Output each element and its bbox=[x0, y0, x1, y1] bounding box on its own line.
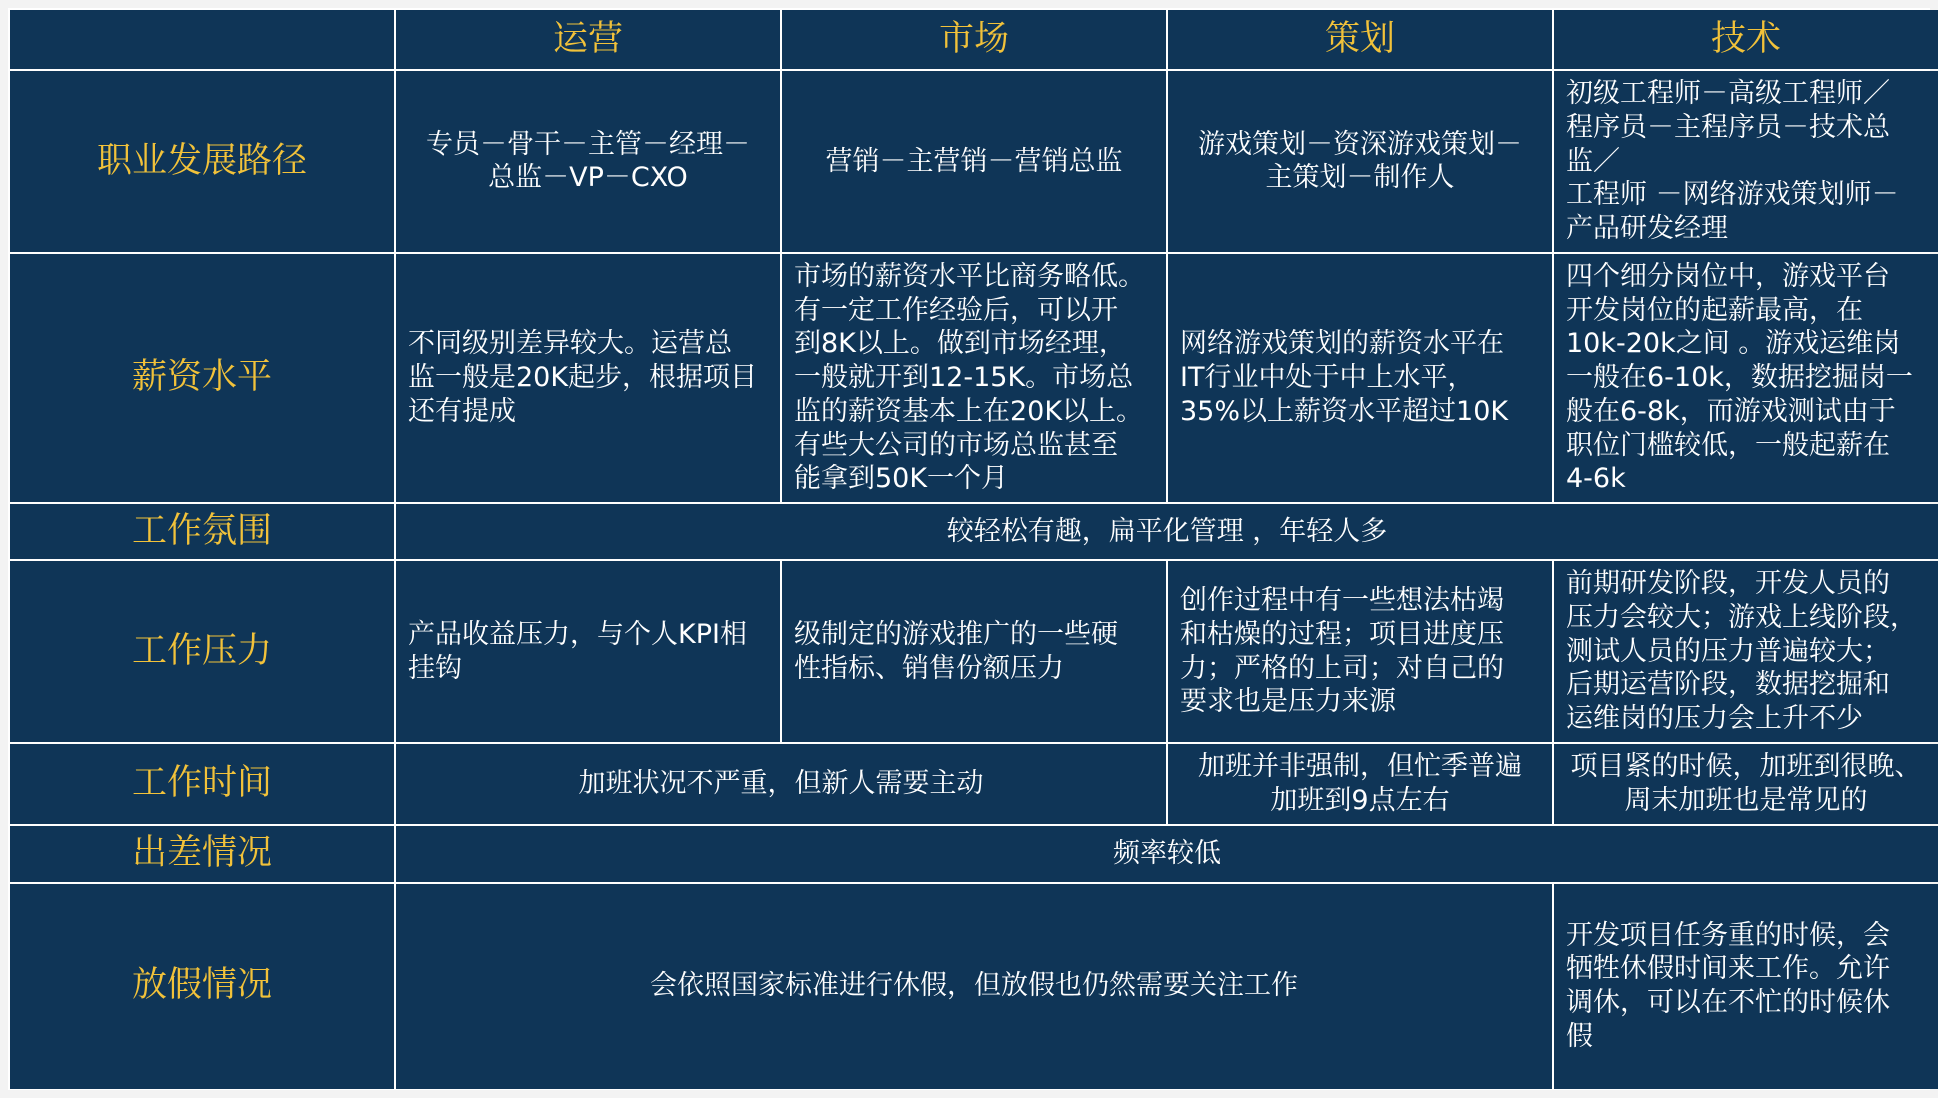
header-row bbox=[10, 10, 1938, 69]
cell-atmosphere-all: 较轻松有趣，扁平化管理 ，年轻人多 bbox=[396, 504, 1938, 559]
row-header-worktime: 工作时间 bbox=[10, 744, 394, 824]
row-header-career-path: 职业发展路径 bbox=[10, 71, 394, 252]
row-header-salary: 薪资水平 bbox=[10, 254, 394, 502]
cell-salary-plan: 网络游戏策划的薪资水平在 IT行业中处于中上水平， 35%以上薪资水平超过10K bbox=[1168, 254, 1552, 502]
row-worktime bbox=[10, 744, 1938, 824]
cell-career-tech: 初级工程师－高级工程师／ 程序员－主程序员－技术总 监／ 工程师 －网络游戏策划师－ 产品研发经理 bbox=[1554, 71, 1938, 252]
cell-pressure-market: 级制定的游戏推广的一些硬 性指标、销售份额压力 bbox=[782, 561, 1166, 742]
row-header-atmosphere: 工作氛围 bbox=[10, 504, 394, 559]
row-pressure bbox=[10, 561, 1938, 742]
cell-worktime-tech: 项目紧的时候，加班到很晚、 周末加班也是常见的 bbox=[1554, 744, 1938, 824]
row-header-travel: 出差情况 bbox=[10, 826, 394, 882]
comparison-table-container bbox=[8, 8, 1930, 1090]
cell-career-market: 营销－主营销－营销总监 bbox=[782, 71, 1166, 252]
cell-vacation-ops-market-plan: 会依照国家标准进行休假，但放假也仍然需要关注工作 bbox=[396, 884, 1552, 1089]
column-header-ops: 运营 bbox=[396, 10, 780, 69]
row-header-pressure: 工作压力 bbox=[10, 561, 394, 742]
column-header-plan: 策划 bbox=[1168, 10, 1552, 69]
cell-travel-all: 频率较低 bbox=[396, 826, 1938, 882]
column-header-market: 市场 bbox=[782, 10, 1166, 69]
cell-career-plan: 游戏策划－资深游戏策划－ 主策划－制作人 bbox=[1168, 71, 1552, 252]
row-atmosphere bbox=[10, 504, 1938, 559]
cell-career-ops: 专员－骨干－主管－经理－ 总监－VP－CXO bbox=[396, 71, 780, 252]
cell-pressure-plan: 创作过程中有一些想法枯竭 和枯燥的过程；项目进度压 力；严格的上司；对自己的 要求也是压力来源 bbox=[1168, 561, 1552, 742]
column-header-tech: 技术 bbox=[1554, 10, 1938, 69]
cell-pressure-ops: 产品收益压力，与个人KPI相 挂钩 bbox=[396, 561, 780, 742]
cell-pressure-tech: 前期研发阶段，开发人员的 压力会较大；游戏上线阶段， 测试人员的压力普遍较大； 后期运营阶段，数据挖掘和 运维岗的压力会上升不少 bbox=[1554, 561, 1938, 742]
row-header-vacation: 放假情况 bbox=[10, 884, 394, 1089]
cell-worktime-ops-market: 加班状况不严重，但新人需要主动 bbox=[396, 744, 1166, 824]
cell-vacation-tech: 开发项目任务重的时候，会 牺牲休假时间来工作。允许 调休，可以在不忙的时候休 假 bbox=[1554, 884, 1938, 1089]
cell-salary-market: 市场的薪资水平比商务略低。 有一定工作经验后，可以开 到8K以上。做到市场经理， 一般就开到12-15K。市场总 监的薪资基本上在20K以上。 有些大公司的市场总监甚至 能拿到50K一个月 bbox=[782, 254, 1166, 502]
cell-worktime-plan: 加班并非强制，但忙季普遍 加班到9点左右 bbox=[1168, 744, 1552, 824]
row-travel bbox=[10, 826, 1938, 882]
row-vacation bbox=[10, 884, 1938, 1089]
cell-salary-ops: 不同级别差异较大。运营总 监一般是20K起步，根据项目 还有提成 bbox=[396, 254, 780, 502]
cell-salary-tech: 四个细分岗位中，游戏平台 开发岗位的起薪最高，在 10k-20k之间 。游戏运维岗 一般在6-10k，数据挖掘岗一 般在6-8k，而游戏测试由于 职位门槛较低，一般起薪在 4-6k bbox=[1554, 254, 1938, 502]
row-career-path bbox=[10, 71, 1938, 252]
row-salary bbox=[10, 254, 1938, 502]
career-comparison-table bbox=[8, 8, 1938, 1091]
corner-cell bbox=[10, 10, 394, 69]
